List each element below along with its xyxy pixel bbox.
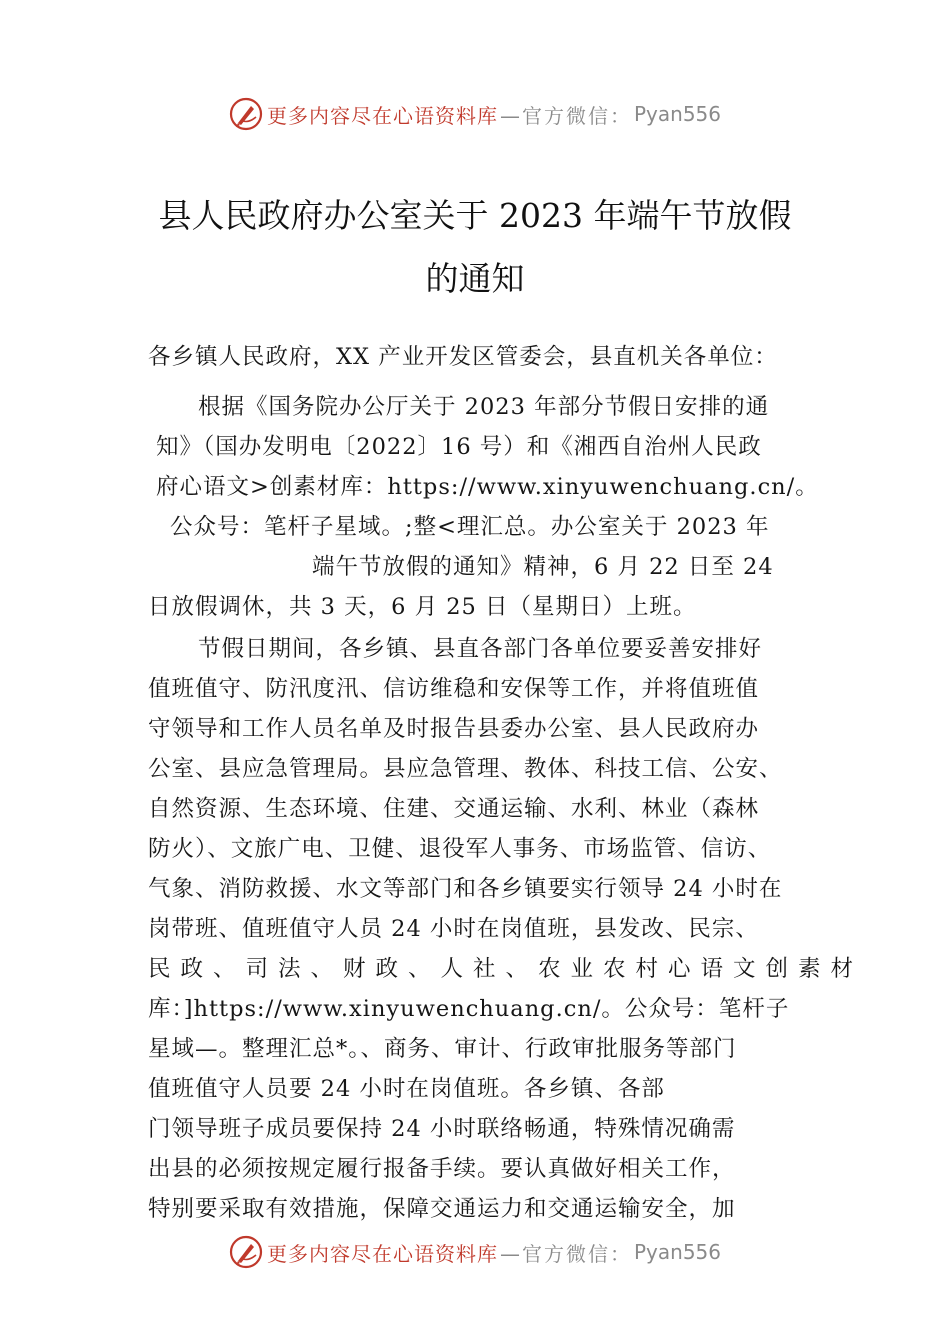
footer-banner [0, 1232, 950, 1272]
body-line: 日放假调休，共 3 天，6 月 25 日（星期日）上班。 [148, 594, 697, 620]
body-line: 知》（国办发明电〔2022〕16 号）和《湘西自治州人民政 [156, 434, 762, 460]
body-line: 民政、司法、财政、人社、农业农村心语文创素材 [148, 956, 864, 982]
body-line: 出县的必须按规定履行报备手续。要认真做好相关工作， [148, 1156, 736, 1182]
pen-logo-icon [229, 1235, 263, 1269]
body-line: 门领导班子成员要保持 24 小时联络畅通，特殊情况确需 [148, 1116, 736, 1142]
banner-wechat-label: —官方微信： [499, 103, 632, 128]
body-line: 各乡镇人民政府，XX 产业开发区管委会，县直机关各单位： [148, 344, 778, 370]
body-line: 自然资源、生态环境、住建、交通运输、水利、林业（森林 [148, 796, 760, 822]
banner-wechat-label: —官方微信： [499, 1241, 632, 1266]
pen-logo-icon [229, 97, 263, 131]
body-line: 公众号：笔杆子星域。;整<理汇总。办公室关于 2023 年 [170, 514, 770, 540]
body-line: 值班值守人员要 24 小时在岗值班。各乡镇、各部 [148, 1076, 665, 1102]
body-line: 岗带班、值班值守人员 24 小时在岗值班，县发改、民宗、 [148, 916, 759, 942]
body-line: 特别要采取有效措施，保障交通运力和交通运输安全，加 [148, 1196, 736, 1222]
body-line: 防火）、文旅广电、卫健、退役军人事务、市场监管、信访、 [148, 836, 772, 862]
body-line: 星域—。整理汇总*。、商务、审计、行政审批服务等部门 [148, 1036, 737, 1062]
banner-wechat-id: Pyan556 [633, 102, 721, 126]
body-line: 公室、县应急管理局。县应急管理、教体、科技工信、公安、 [148, 756, 783, 782]
body-line: 守领导和工作人员名单及时报告县委办公室、县人民政府办 [148, 716, 760, 742]
body-line: 府心语文>创素材库：https://www.xinyuwenchuang.cn/。 [156, 474, 819, 500]
body-line: 根据《国务院办公厅关于 2023 年部分节假日安排的通 [198, 394, 770, 420]
document-title-line-2: 的通知 [425, 259, 525, 298]
body-line: 库：]https://www.xinyuwenchuang.cn/。公众号：笔杆子 [148, 996, 790, 1022]
banner-library-text: 更多内容尽在心语资料库 [266, 1241, 498, 1266]
body-line: 值班值守、防汛度汛、信访维稳和安保等工作，并将值班值 [148, 676, 760, 702]
body-line: 端午节放假的通知》精神，6 月 22 日至 24 [312, 554, 774, 580]
header-banner [0, 94, 950, 134]
document-title-line-1: 县人民政府办公室关于 2023 年端午节放假 [158, 196, 792, 235]
banner-library-text: 更多内容尽在心语资料库 [266, 103, 498, 128]
body-line: 节假日期间，各乡镇、县直各部门各单位要妥善安排好 [198, 636, 763, 662]
body-line: 气象、消防救援、水文等部门和各乡镇要实行领导 24 小时在 [148, 876, 783, 902]
banner-wechat-id: Pyan556 [633, 1240, 721, 1264]
